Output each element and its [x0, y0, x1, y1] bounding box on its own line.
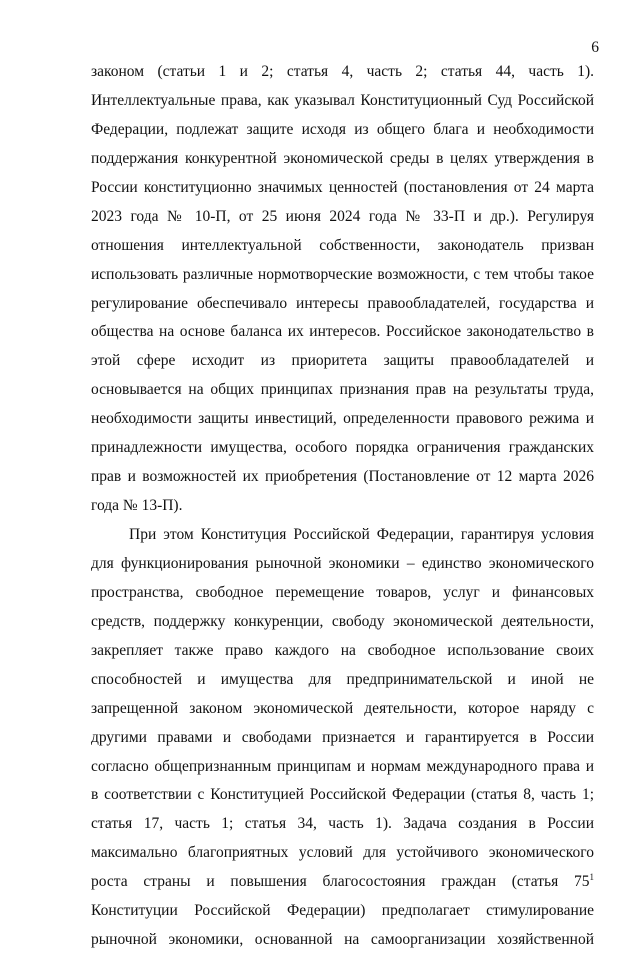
text-line: статья 17, часть 1; статья 34, часть 1). Задача создания в России [91, 815, 594, 833]
footnote-marker: 1 [589, 872, 594, 883]
page-number: 6 [591, 39, 599, 56]
text-line: использовать различные нормотворческие возможности, с тем чтобы такое [91, 265, 594, 283]
text-line: Интеллектуальные права, как указывал Конституционный Суд Российской [91, 91, 594, 109]
text-line: основывается на общих принципах признания прав на результаты труда, [91, 381, 594, 399]
text-line: При этом Конституция Российской Федерации, гарантируя условия [129, 526, 594, 543]
text-line: максимально благоприятных условий для устойчивого экономического [91, 844, 594, 862]
text-line-with-footnote [91, 868, 594, 897]
text-line: года № 13-П). [91, 497, 183, 515]
text-line: средств, поддержку конкуренции, свободу экономической деятельности, [91, 612, 594, 630]
text-line: способностей и имущества для предпринимательской и иной не [91, 670, 594, 688]
text-line: регулирование обеспечивало интересы правообладателей, государства и [91, 294, 594, 312]
text-line: Федерации, подлежат защите исходя из общего блага и необходимости [91, 120, 594, 138]
text-line: России конституционно значимых ценностей (постановления от 24 марта [91, 178, 594, 196]
text-line: принадлежности имущества, особого порядка ограничения гражданских [91, 439, 594, 457]
text-line: другими правами и свободами признается и гарантируется в России [91, 728, 594, 746]
text-line: общества на основе баланса их интересов. Российское законодательство в [91, 323, 594, 341]
text-line: в соответствии с Конституцией Российской Федерации (статья 8, часть 1; [91, 786, 594, 804]
text-line: этой сфере исходит из приоритета защиты правообладателей и [91, 352, 594, 370]
text-line: запрещенной законом экономической деятельности, которое наряду с [91, 699, 594, 717]
text-line: согласно общепризнанным принципам и нормам международного права и [91, 757, 594, 775]
text-line: для функционирования рыночной экономики – единство экономического [91, 554, 594, 572]
text-line: 2023 года № 10-П, от 25 июня 2024 года № 33-П и др.). Регулируя [91, 207, 594, 225]
text-line: закрепляет также право каждого на свободное использование своих [91, 641, 594, 659]
text-line-content: роста страны и повышения благосостояния граждан (статья 75 [91, 873, 590, 891]
text-line: прав и возможностей их приобретения (Постановление от 12 марта 2026 [91, 468, 594, 486]
text-line: пространства, свободное перемещение товаров, услуг и финансовых [91, 583, 594, 601]
text-line: Конституции Российской Федерации) предполагает стимулирование [91, 902, 594, 920]
text-line: необходимости защиты инвестиций, определенности правового режима и [91, 410, 594, 428]
text-line: отношения интеллектуальной собственности, законодатель призван [91, 236, 594, 254]
paragraph-1 [91, 58, 594, 521]
text-line: рыночной экономики, основанной на самоорганизации хозяйственной [91, 931, 594, 949]
paragraph-2 [91, 521, 594, 955]
text-line: законом (статьи 1 и 2; статья 4, часть 2; статья 44, часть 1). [91, 63, 594, 80]
document-body [91, 58, 594, 955]
text-line: поддержания конкурентной экономической среды в целях утверждения в [91, 149, 594, 167]
